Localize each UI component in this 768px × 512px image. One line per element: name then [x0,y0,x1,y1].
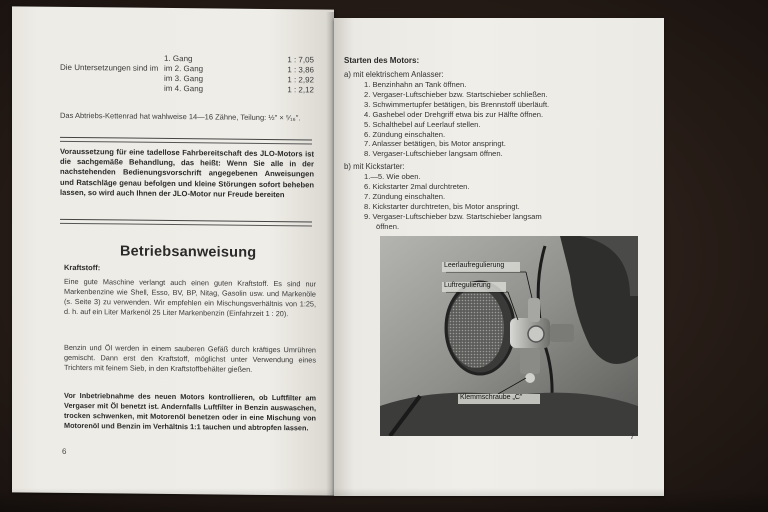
label-air-adjustment: Luftregulierung [444,282,491,289]
list-item: 4. Gashebel oder Drehgriff etwa bis zur Hälfte öffnen. [364,109,544,119]
air-filter-paragraph: Vor Inbetriebnahme des neuen Motors kontrollieren, ob Luftfilter am Vergaser mit Öl benetzt ist. Andernfalls Luftfilter in Benzin auswaschen, trocken schwenken, mit Motorenöl benetzen oder in eine Mischung von Motorenöl und Benzin im Verhältnis 1:1 tauchen und abtropfen lassen. [64,390,316,433]
gear-ratio: 1 : 3,86 [287,65,314,75]
right-page [334,18,664,496]
divider-bottom-thin [60,223,312,227]
label-idle-adjustment: Leerlaufregulierung [444,262,505,269]
section-a-label: a) mit elektrischem Anlasser: [344,70,444,79]
bottom-shadow [0,488,768,512]
gear-ratio: 1 : 2,92 [287,75,314,85]
section-heading: Betriebsanweisung [120,243,257,261]
gear-name: im 4. Gang [164,83,204,94]
mixing-paragraph: Benzin und Öl werden in einem sauberen Gefäß durch kräftiges Umrühren gemischt. Dann erst den Kraftstoff, möglichst unter Verwendung eines Trichters mit feinem Sieb, in den Kraftstoffbehälter gießen. [64,342,316,374]
gear-name: im 2. Gang [164,63,204,74]
list-item: 8. Kickstarter durchtreten, bis Motor anspringt. [364,201,520,211]
open-booklet [8,8,666,500]
list-item: 6. Kickstarter 2mal durchtreten. [364,181,470,191]
list-item: 7. Anlasser betätigen, bis Motor anspringt. [364,139,506,149]
gear-ratio: 1 : 7,05 [287,55,314,65]
list-item: 6. Zündung einschalten. [364,129,446,139]
start-title: Starten des Motors: [344,56,420,65]
label-clamp-screw: Klemmschraube „C" [460,394,523,401]
list-item: 7. Zündung einschalten. [364,191,446,201]
page-number: 7 [630,432,635,441]
gear-name: im 3. Gang [164,73,204,84]
gear-row [164,84,314,96]
list-item: 1. Benzinhahn an Tank öffnen. [364,80,467,89]
steps-a-list [364,80,549,159]
chain-sprocket-text: Das Abtriebs-Kettenrad hat wahlweise 14—16 Zähne, Teilung: ½" × ⁵⁄₁₆". [60,110,301,123]
carburetor-illustration [380,236,638,436]
section-b-label: b) mit Kickstarter: [344,162,405,171]
fuel-paragraph: Eine gute Maschine verlangt auch einen guten Kraftstoff. Es sind nur Markenbenzine wie Shell, Esso, BV, BP, Nitag, Gasolin usw. und Markenöle (s. Seite 3) zu verwenden. Wir empfehlen ein Mischungsverhältnis von 1:25, d. h. auf ein Liter Markenöl 25 Liter Markenbenzin (Einfahrzeit 1 : 20). [64,276,316,319]
list-item: 3. Schwimmertupfer betätigen, bis Brennstoff überläuft. [364,99,550,109]
list-item: 2. Vergaser-Luftschieber bzw. Startschieber schließen. [364,89,548,99]
steps-b-list [364,172,542,231]
divider-top [60,137,312,141]
gear-ratio: 1 : 2,12 [287,85,314,95]
left-page [12,6,334,495]
list-item: 8. Vergaser-Luftschieber langsam öffnen. [364,149,503,159]
page-number: 6 [62,446,67,456]
carburetor-photo [380,236,638,436]
list-item: öffnen. [376,221,400,231]
subheading: Kraftstoff: [64,262,101,273]
intro-paragraph: Voraussetzung für eine tadellose Fahrbereitschaft des JLO-Motors ist die sachgemäße Behandlung, das heißt: Wenn Sie alle in der nachstehenden Bedienungsvorschrift angegebenen Anweisungen und Ratschläge genau befolgen und kleine Störungen sofort beheben lassen, so wird auch Ihnen der JLO-Motor nur Freude bereiten [60,146,314,199]
list-item: 5. Schalthebel auf Leerlauf stellen. [364,119,481,129]
gear-ratio-lead: Die Untersetzungen sind im [60,62,159,73]
list-item: 9. Vergaser-Luftschieber bzw. Startschieber langsam [364,211,542,221]
gear-name: 1. Gang [164,53,193,64]
divider-top-thin [60,141,312,145]
list-item: 1.—5. Wie oben. [364,172,421,181]
divider-bottom [60,219,312,223]
